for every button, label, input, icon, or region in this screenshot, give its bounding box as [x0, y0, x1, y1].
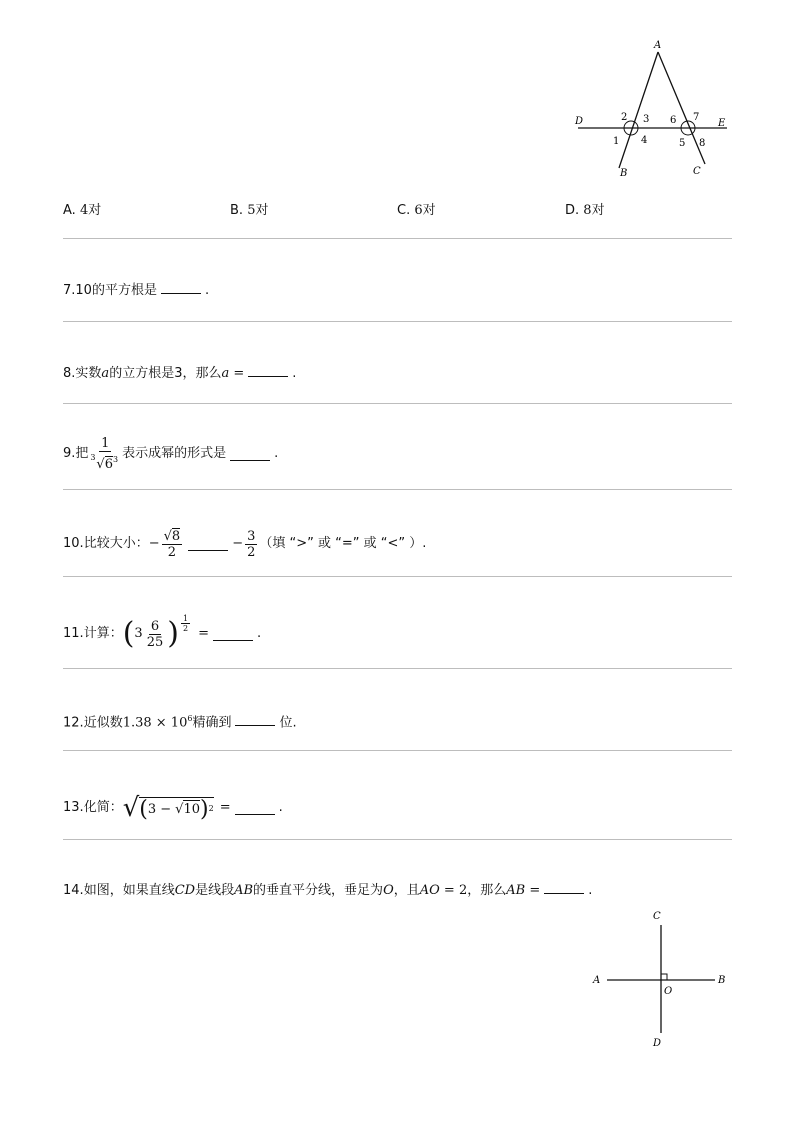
exponent-fraction — [181, 614, 190, 633]
question-number: 10. — [63, 536, 84, 551]
label-d: D — [575, 116, 584, 127]
math-variable: AO — [419, 883, 440, 898]
answer-blank[interactable] — [213, 628, 253, 641]
fraction-denominator: 3 $√6^3$ — [90, 452, 120, 471]
question-number: 8. — [63, 366, 76, 381]
option-text: 8对 — [583, 203, 605, 218]
math-variable: a — [221, 366, 230, 381]
punctuation: . — [274, 446, 279, 461]
answer-blank[interactable] — [544, 881, 584, 894]
minus-sign: − — [148, 536, 160, 551]
right-paren: ) — [167, 616, 179, 651]
divider — [63, 321, 732, 322]
perpendicular-figure — [585, 905, 735, 1050]
question-12 — [63, 710, 297, 732]
question-number: 13. — [63, 800, 84, 815]
label-angle-2: 2 — [621, 112, 628, 123]
right-angle-mark — [661, 974, 667, 980]
question-text: 实数 — [75, 366, 102, 381]
radical-sign: √ — [122, 793, 140, 823]
radicand: 8 — [171, 528, 181, 544]
exponent: 6 — [187, 714, 193, 723]
fraction-denominator: 2 — [167, 544, 177, 560]
radicand: 10 — [183, 802, 201, 817]
question-text: （填 “>” 或 “=” 或 “<” ）. — [259, 536, 427, 551]
question-8 — [63, 364, 296, 383]
option-letter: D. — [565, 203, 580, 218]
question-text: ，且 — [393, 883, 420, 898]
question-number: 14. — [63, 883, 84, 898]
minus-sign: − — [232, 536, 244, 551]
question-text: 比较大小： — [83, 536, 149, 551]
angle-figure — [570, 36, 740, 181]
label-a: A — [654, 40, 662, 51]
punctuation: . — [588, 883, 593, 898]
divider — [63, 403, 732, 404]
exponent: 3 — [113, 455, 119, 465]
mixed-whole: 3 — [134, 626, 143, 641]
question-text: 如图，如果直线 — [83, 883, 175, 898]
fraction-denominator: 2 — [247, 544, 256, 560]
fraction-denominator: 25 — [146, 634, 164, 650]
answer-blank[interactable] — [230, 448, 270, 461]
label-c: C — [653, 911, 661, 922]
answer-blank[interactable] — [235, 802, 275, 815]
label-angle-5: 5 — [679, 138, 686, 149]
fraction-numerator: 3 — [247, 528, 256, 544]
punctuation: . — [256, 626, 262, 641]
label-e: E — [718, 118, 726, 129]
fraction — [145, 619, 166, 650]
fraction — [162, 529, 183, 560]
label-angle-8: 8 — [699, 138, 706, 149]
question-text: = 2，那么 — [439, 883, 507, 898]
punctuation: . — [292, 366, 297, 381]
question-9 — [63, 434, 278, 474]
label-angle-4: 4 — [641, 135, 648, 146]
question-text: 精确到 — [192, 715, 232, 731]
option-a[interactable] — [63, 202, 101, 220]
divider — [63, 750, 732, 751]
label-b: B — [620, 168, 628, 179]
question-text: 位. — [279, 715, 297, 731]
divider — [63, 839, 732, 840]
math-value: 1.38 × 10 — [122, 715, 188, 731]
question-11 — [63, 612, 261, 656]
line-ab — [619, 52, 658, 168]
left-paren: ( — [139, 796, 148, 822]
fraction-numerator: 1 — [182, 614, 189, 623]
option-letter: A. — [63, 203, 76, 218]
radicand: ( 3 − √ 10 ) 2 — [139, 796, 214, 822]
exponent: 2 — [208, 804, 214, 813]
root-base: 6 — [104, 456, 113, 472]
answer-blank[interactable] — [235, 713, 275, 726]
option-d[interactable] — [565, 202, 605, 220]
label-angle-7: 7 — [693, 112, 700, 123]
option-letter: B. — [230, 203, 244, 218]
label-angle-1: 1 — [613, 136, 620, 147]
question-number: 9. — [63, 446, 76, 461]
punctuation: . — [204, 283, 210, 298]
question-text: 的垂直平分线，垂足为 — [253, 883, 384, 898]
question-text: 化简： — [83, 800, 123, 815]
question-text: 是线段 — [195, 883, 235, 898]
label-a: A — [593, 975, 601, 986]
divider — [63, 238, 732, 239]
question-14 — [63, 881, 592, 900]
fraction — [90, 436, 120, 471]
divider — [63, 489, 732, 490]
left-paren: ( — [122, 616, 135, 651]
question-13 — [63, 786, 283, 830]
answer-blank[interactable] — [248, 364, 288, 377]
option-b[interactable] — [230, 202, 268, 220]
right-paren: ) — [200, 796, 209, 822]
question-text: 表示成幂的形式是 — [122, 446, 227, 461]
option-text: 6对 — [414, 203, 436, 218]
equals-sign: = — [219, 800, 231, 815]
fraction — [245, 529, 257, 560]
math-variable: O — [383, 883, 394, 898]
label-c: C — [693, 166, 701, 177]
divider — [63, 576, 732, 577]
label-angle-3: 3 — [643, 114, 650, 125]
label-angle-6: 6 — [670, 115, 677, 126]
question-text: 把 — [75, 446, 89, 461]
question-number: 7. — [63, 283, 76, 298]
fraction-numerator: 1 — [101, 436, 110, 452]
answer-blank[interactable] — [188, 538, 228, 551]
math-variable: AB — [506, 883, 526, 898]
root-index: 3 — [90, 453, 96, 463]
fraction-denominator: 2 — [182, 624, 189, 633]
question-text: 近似数 — [83, 715, 123, 731]
option-text: 4对 — [79, 203, 102, 218]
label-d: D — [653, 1038, 662, 1049]
question-text: 计算： — [83, 626, 123, 641]
equals-sign: = — [525, 883, 541, 898]
question-text: 10的平方根是 — [75, 283, 157, 298]
option-text: 5对 — [247, 203, 269, 218]
math-variable: AB — [234, 883, 254, 898]
divider — [63, 668, 732, 669]
label-o: O — [664, 986, 673, 997]
math-variable: a — [101, 366, 110, 381]
equals-sign: = — [198, 626, 209, 641]
question-number: 12. — [63, 715, 84, 731]
question-7 — [63, 281, 209, 300]
equals-sign: = — [233, 366, 245, 381]
question-text: 的立方根是3，那么 — [109, 366, 222, 381]
label-b: B — [718, 975, 726, 986]
option-c[interactable] — [397, 202, 436, 220]
fraction-numerator: 6 — [150, 618, 160, 634]
math-value: 3 − — [147, 801, 172, 817]
question-10 — [63, 524, 426, 564]
answer-blank[interactable] — [161, 281, 201, 294]
option-letter: C. — [397, 203, 411, 218]
math-variable: CD — [174, 883, 196, 898]
punctuation: . — [278, 800, 283, 815]
fraction-numerator: √8 — [163, 528, 181, 544]
question-number: 11. — [63, 626, 84, 641]
